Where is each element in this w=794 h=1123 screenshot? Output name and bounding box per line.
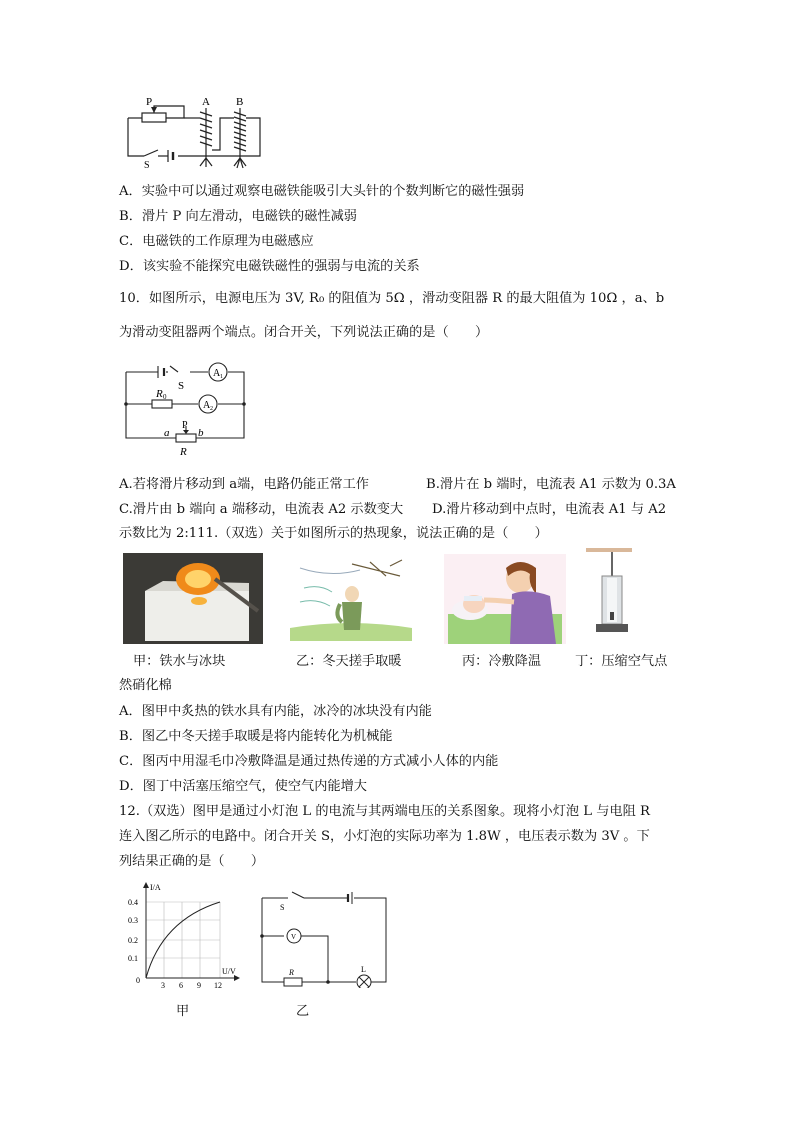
q11-option-d: D．图丁中活塞压缩空气，使空气内能增大: [119, 779, 367, 794]
q12-graph-ytick: 0.3: [128, 916, 138, 925]
q9-option-b: B．滑片 P 向左滑动，电磁铁的磁性减弱: [119, 209, 357, 224]
q12-label-v: V: [291, 933, 297, 941]
q12-label-r: R: [289, 968, 294, 977]
q12-stem-line2: 连入图乙所示的电路中。闭合开关 S，小灯泡的实际功率为 1.8W ，电压表示数为 3V 。下: [119, 829, 650, 844]
q12-fig-name-jia: 甲: [176, 1004, 190, 1019]
q12-graph-ytick: 0.2: [128, 936, 138, 945]
q11-caption-jia: 甲：铁水与冰块: [133, 654, 226, 669]
q12-graph-xtick: 6: [179, 981, 183, 990]
q11-caption-yi: 乙：冬天搓手取暖: [296, 654, 402, 669]
q11-option-c: C．图丙中用湿毛巾冷敷降温是通过热传递的方式减小人体的内能: [119, 754, 499, 769]
q10-stem-line2: 为滑动变阻器两个端点。闭合开关，下列说法正确的是（ ）: [119, 325, 489, 340]
q9-option-d: D．该实验不能探究电磁铁磁性的强弱与电流的关系: [119, 259, 420, 274]
q10-label-p: P: [182, 420, 188, 431]
q12-graph-ytick: 0.4: [128, 898, 138, 907]
q10-option-c: C.滑片由 b 端向 a 端移动，电流表 A2 示数变大: [119, 502, 404, 517]
q12-circuit-figure: [258, 890, 390, 988]
q11-image-ding: [582, 546, 638, 640]
q10-option-d: D.滑片移动到中点时，电流表 A1 与 A2: [432, 502, 667, 517]
q12-label-l: L: [361, 965, 366, 974]
q12-stem-line3: 列结果正确的是（ ）: [119, 854, 265, 869]
q9-label-s: S: [144, 160, 150, 170]
q12-label-s: S: [280, 903, 285, 912]
q10-label-b: b: [198, 427, 204, 439]
q9-option-a: A．实验中可以通过观察电磁铁能吸引大头针的个数判断它的磁性强弱: [119, 184, 525, 199]
q12-graph-xtick: 12: [214, 981, 222, 990]
q10-circuit-figure: [122, 358, 248, 458]
q11-caption-ding: 丁：压缩空气点: [575, 654, 668, 669]
q11-caption-bing: 丙：冷敷降温: [462, 654, 542, 669]
q12-fig-name-yi: 乙: [296, 1004, 310, 1019]
q9-label-a: A: [202, 96, 210, 108]
q9-label-b: B: [236, 96, 244, 108]
q10-tail: 示数比为 2:1: [119, 526, 198, 541]
q10-label-a2: A: [203, 400, 211, 411]
q12-stem-line1: 12.（双选）图甲是通过小灯泡 L 的电流与其两端电压的关系图象。现将小灯泡 L 与电阻 R: [119, 804, 650, 819]
q10-label-a1: A: [213, 368, 221, 379]
q11-image-yi: [290, 558, 412, 641]
q10-label-a: a: [164, 427, 170, 439]
q12-graph-ytick: 0.1: [128, 954, 138, 963]
q12-graph-xtick: 3: [161, 981, 165, 990]
q12-graph-xlabel: U/V: [222, 967, 236, 976]
q12-graph-ylabel: I/A: [150, 883, 161, 892]
q11-caption-wrap: 然硝化棉: [119, 678, 172, 693]
q9-electromagnet-figure: [124, 96, 266, 170]
svg-text:2: 2: [210, 406, 213, 412]
q11-option-b: B．图乙中冬天搓手取暖是将内能转化为机械能: [119, 729, 393, 744]
svg-text:0: 0: [163, 393, 167, 401]
q12-graph-origin: 0: [136, 976, 140, 985]
q10-stem-line1: 10．如图所示，电源电压为 3V, R₀ 的阻值为 5Ω ，滑动变阻器 R 的最大阻值为 10Ω ，a、b: [119, 291, 665, 306]
q9-option-c: C．电磁铁的工作原理为电磁感应: [119, 234, 314, 249]
q9-label-p: P: [146, 96, 153, 108]
q11-image-bing: [444, 554, 566, 644]
q11-image-jia: [123, 553, 263, 644]
q10-label-r: R: [180, 446, 187, 458]
q11-option-a: A．图甲中炙热的铁水具有内能，冰冷的冰块没有内能: [119, 704, 432, 719]
q12-graph-xtick: 9: [197, 981, 201, 990]
q10-label-s: S: [178, 380, 185, 392]
q10-option-b: B.滑片在 b 端时，电流表 A1 示数为 0.3A: [426, 477, 676, 492]
q12-iu-graph: [122, 880, 246, 992]
q10-label-r0: R: [156, 388, 163, 400]
q11-stem: 11.（双选）关于如图所示的热现象，说法正确的是（ ）: [197, 526, 548, 541]
svg-text:1: 1: [220, 374, 223, 380]
q10-option-a: A.若将滑片移动到 a端，电路仍能正常工作: [119, 477, 369, 492]
